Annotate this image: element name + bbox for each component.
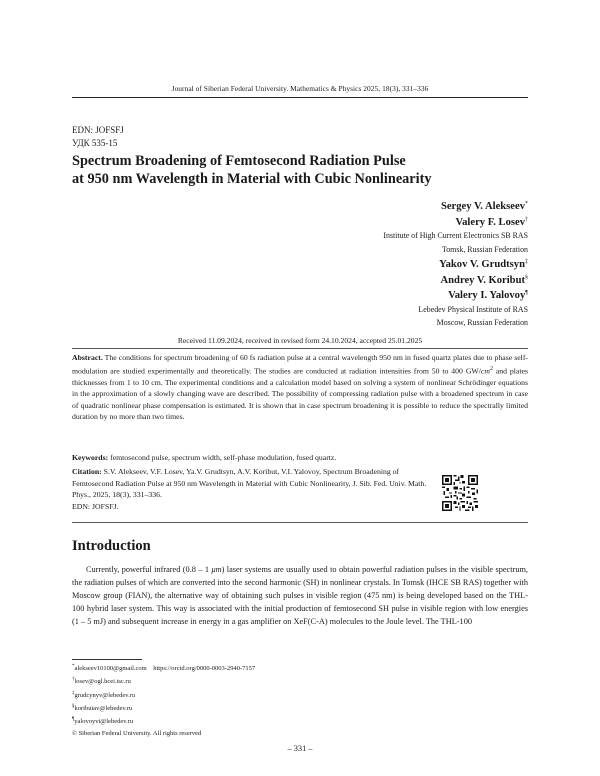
title-line-2: at 950 nm Wavelength in Material with Cubic Nonlinearity [72, 171, 432, 187]
footnote-email-2[interactable]: losev@ogl.hcei.tsc.ru [74, 678, 131, 686]
abstract-bottom-rule [72, 522, 528, 523]
page-number: – 331 – [287, 744, 313, 753]
citation-text: S.V. Alekseev, V.F. Losev, Ya.V. Grudtsyn, A.V. Koribut, V.I. Yalovoy, Spectrum Broadening of Femtosecond Radiation Pulse at 950 nm Wavelength in Material with Cubic Nonlinearity, J. Sib. Fed. Univ. Math. Phys., 2025, 18(3), 331–336. [72, 467, 427, 499]
footnote-email-4[interactable]: koributav@lebedev.ru [74, 705, 133, 713]
authors-block [383, 198, 528, 330]
title-line-1: Spectrum Broadening of Femtosecond Radiation Pulse [72, 153, 406, 169]
citation-edn: EDN: JOFSFJ. [72, 501, 119, 511]
abstract-label: Abstract. [72, 353, 103, 362]
abstract-text-a: The conditions for spectrum broadening of 60 fs radiation pulse at a central wavelength 950 nm in fused quartz plates due to phase self-modulation are studied experimentally and theoretically. The studies are conducted at radiation intensities from 50 to 400 GW/ [72, 353, 528, 376]
affiliation-lebedev: Lebedev Physical Institute of RAS [418, 304, 528, 314]
footnote-1: *alekseev10100@gmail.com https://orcid.org/0000-0003-2940-7157 [72, 664, 256, 673]
abstract-top-rule [72, 348, 528, 349]
received-dates: Received 11.09.2024, received in revised form 24.10.2024, accepted 25.01.2025 [177, 336, 423, 345]
edn-code: EDN: JOFSFJ [72, 125, 124, 135]
footnote-2: †losev@ogl.hcei.tsc.ru [72, 677, 131, 686]
footnote-4: §koributav@lebedev.ru [72, 704, 133, 713]
author-alekseev: Sergey V. Alekseev* [440, 201, 528, 213]
qr-code-icon [442, 475, 478, 511]
footnote-rule [72, 659, 142, 660]
introduction-paragraph: Currently, powerful infrared (0.8 – 1 μm) laser systems are usually used to obtain powerful radiation pulses in the visible spectrum, the radiation pulses of which are converted into the second harmonic (SH) in nonlinear crystals. In Tomsk (IHCE SB RAS) together with Moscow group (FIAN), the alternative way of obtaining such pulses in visible region (475 nm) is being developed based on the THL-100 hybrid laser system. This way is associated with the initial production of femtosecond SH pulse in visible region with low energies (1 – 5 mJ) and subsequent increase in energy in a gas amplifier on XeF(C-A) molecules to the Joule level. The THL-100 [72, 565, 528, 626]
abstract [72, 352, 528, 423]
citation [72, 466, 432, 512]
footnote-email-5[interactable]: yalovoyvi@lebedev.ru [74, 718, 134, 726]
running-head: Journal of Siberian Federal University. Mathematics & Physics 2025, 18(3), 331–336 [171, 84, 429, 93]
footnotes [72, 661, 255, 739]
citation-label: Citation: [72, 467, 102, 476]
affiliation-lebedev-city: Moscow, Russian Federation [436, 318, 528, 328]
abstract-unit: cm [480, 366, 490, 376]
paper-title [72, 152, 492, 188]
affiliation-ihce: Institute of High Current Electronics SB RAS [383, 231, 528, 241]
author-yalovoy: Valery I. Yalovoy¶ [448, 290, 528, 302]
author-koribut: Andrey V. Koribut§ [440, 274, 528, 286]
footnote-5: ¶yalovoyvi@lebedev.ru [72, 717, 134, 726]
footnote-email-1[interactable]: alekseev10100@gmail.com [74, 665, 147, 673]
footnote-email-3[interactable]: grudcynyv@lebedev.ru [74, 691, 136, 699]
footnote-3: ‡grudcynyv@lebedev.ru [72, 690, 136, 699]
keywords-text: femtosecond pulse, spectrum width, self-phase modulation, fused quartz. [110, 453, 337, 462]
udk-code: УДК 535-15 [72, 138, 118, 148]
abstract-unit-exp: 2 [489, 365, 493, 372]
author-losev: Valery F. Losev† [455, 216, 528, 228]
header-rule [72, 97, 528, 98]
section-heading-introduction: Introduction [72, 538, 151, 554]
author-grudtsyn: Yakov V. Grudtsyn‡ [439, 259, 528, 271]
abstract-text-b: and plates thicknesses from 1 to 10 cm. The experimental conditions and a calculation model based on solving a system of nonlinear Schrödinger equations in the approximation of a slowly changing wave are described. The possibility of compressing radiation pulse with a broadened spectrum in case of quadratic nonlinear phase compensation is estimated. It is shown that in case spectrum broadening it is possible to reduce the spectrally limited duration by no more than two times. [72, 366, 528, 422]
keywords [72, 452, 528, 464]
affiliation-ihce-city: Tomsk, Russian Federation [441, 244, 528, 254]
copyright-notice: © Siberian Federal University. All rights reserved [72, 729, 202, 737]
keywords-label: Keywords: [72, 453, 109, 462]
footnote-orcid-link[interactable]: https://orcid.org/0000-0003-2940-7157 [153, 665, 256, 673]
